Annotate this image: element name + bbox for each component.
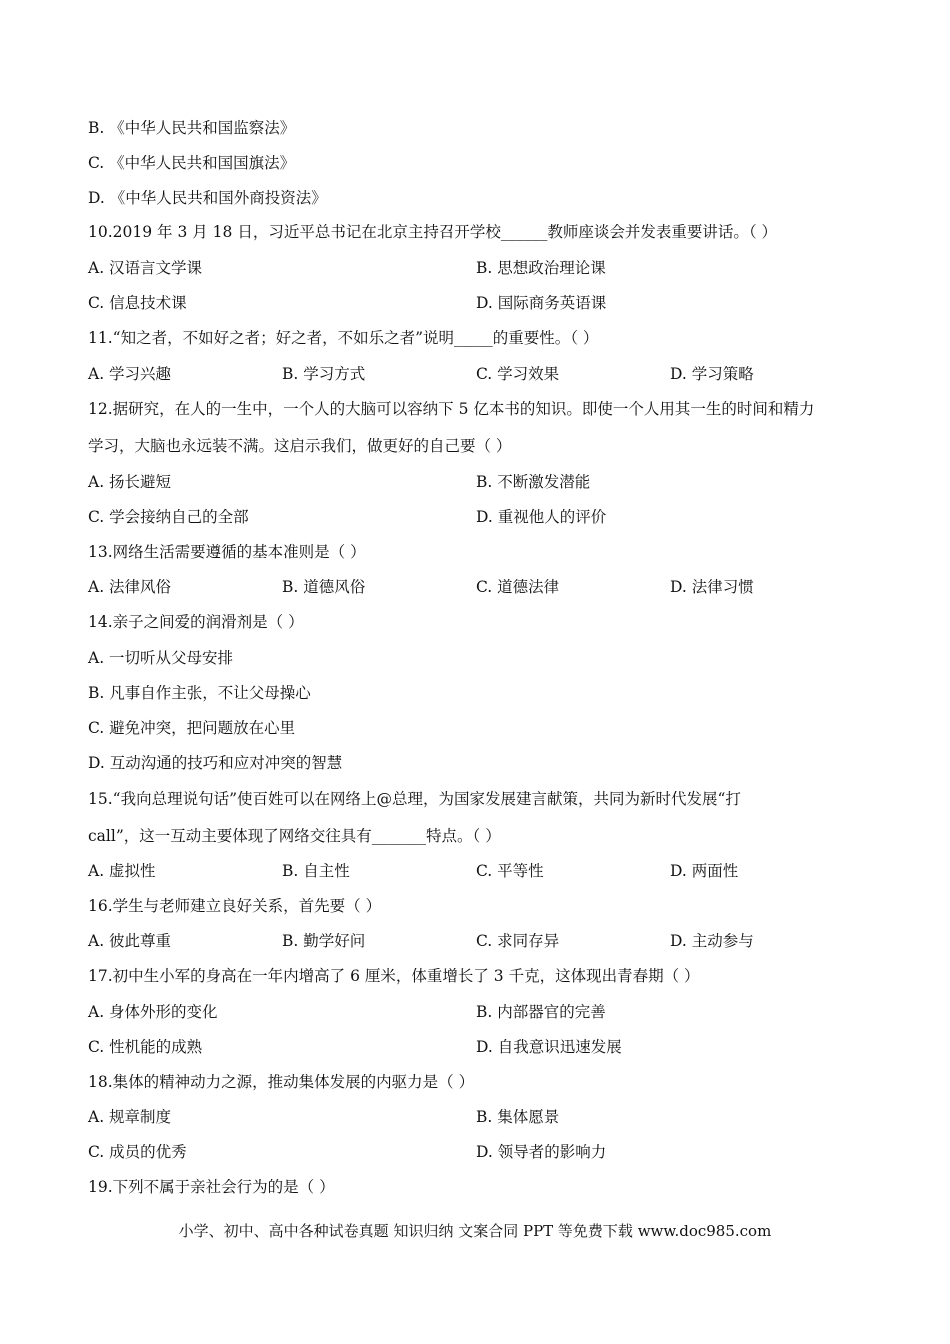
q16-option-d: D. 主动参与 xyxy=(670,932,754,950)
question-15-line1: 15.“我向总理说句话”使百姓可以在网络上@总理，为国家发展建言献策，共同为新时代发展“打 xyxy=(88,790,741,808)
q17-option-a: A. 身体外形的变化 xyxy=(88,1003,218,1021)
question-14: 14.亲子之间爱的润滑剂是（ ） xyxy=(88,613,304,631)
q14-option-b: B. 凡事自作主张，不让父母操心 xyxy=(88,684,311,702)
question-10: 10.2019 年 3 月 18 日，习近平总书记在北京主持召开学校______教师座谈会并发表重要讲话。（ ） xyxy=(88,223,777,241)
q16-option-b: B. 勤学好问 xyxy=(282,932,366,950)
q11-option-d: D. 学习策略 xyxy=(670,365,754,383)
question-11: 11.“知之者，不如好之者；好之者，不如乐之者”说明_____的重要性。（ ） xyxy=(88,329,599,347)
q10-option-d: D. 国际商务英语课 xyxy=(476,294,607,312)
q13-option-d: D. 法律习惯 xyxy=(670,578,754,596)
q9-option-b: B. 《中华人民共和国监察法》 xyxy=(88,119,296,137)
q12-option-a: A. 扬长避短 xyxy=(88,473,172,491)
q10-option-c: C. 信息技术课 xyxy=(88,294,187,312)
q17-option-d: D. 自我意识迅速发展 xyxy=(476,1038,622,1056)
q12-option-b: B. 不断激发潜能 xyxy=(476,473,591,491)
q18-option-d: D. 领导者的影响力 xyxy=(476,1143,607,1161)
q15-option-b: B. 自主性 xyxy=(282,862,350,880)
q15-option-d: D. 两面性 xyxy=(670,862,739,880)
q17-option-c: C. 性机能的成熟 xyxy=(88,1038,203,1056)
q12-option-c: C. 学会接纳自己的全部 xyxy=(88,508,249,526)
question-18: 18.集体的精神动力之源，推动集体发展的内驱力是（ ） xyxy=(88,1073,475,1091)
question-16: 16.学生与老师建立良好关系，首先要（ ） xyxy=(88,897,382,915)
question-15-line2: call”，这一互动主要体现了网络交往具有_______特点。（ ） xyxy=(88,827,501,845)
q9-option-d: D. 《中华人民共和国外商投资法》 xyxy=(88,189,327,207)
q11-option-b: B. 学习方式 xyxy=(282,365,366,383)
q10-option-a: A. 汉语言文学课 xyxy=(88,259,203,277)
question-12-line2: 学习，大脑也永远装不满。这启示我们，做更好的自己要（ ） xyxy=(88,437,512,455)
q16-option-a: A. 彼此尊重 xyxy=(88,932,172,950)
q11-option-c: C. 学习效果 xyxy=(476,365,560,383)
question-12-line1: 12.据研究，在人的一生中，一个人的大脑可以容纳下 5 亿本书的知识。即使一个人用其一生的时间和精力 xyxy=(88,400,815,418)
question-17: 17.初中生小军的身高在一年内增高了 6 厘米，体重增长了 3 千克，这体现出青春期（ ） xyxy=(88,967,700,985)
q18-option-a: A. 规章制度 xyxy=(88,1108,172,1126)
q18-option-b: B. 集体愿景 xyxy=(476,1108,560,1126)
q17-option-b: B. 内部器官的完善 xyxy=(476,1003,606,1021)
q15-option-c: C. 平等性 xyxy=(476,862,544,880)
q13-option-a: A. 法律风俗 xyxy=(88,578,172,596)
q13-option-b: B. 道德风俗 xyxy=(282,578,366,596)
q13-option-c: C. 道德法律 xyxy=(476,578,560,596)
question-13: 13.网络生活需要遵循的基本准则是（ ） xyxy=(88,543,366,561)
page-footer: 小学、初中、高中各种试卷真题 知识归纳 文案合同 PPT 等免费下载 www.doc985.com xyxy=(178,1222,772,1240)
question-19: 19.下列不属于亲社会行为的是（ ） xyxy=(88,1178,335,1196)
q14-option-a: A. 一切听从父母安排 xyxy=(88,649,234,667)
q12-option-d: D. 重视他人的评价 xyxy=(476,508,607,526)
q11-option-a: A. 学习兴趣 xyxy=(88,365,172,383)
q18-option-c: C. 成员的优秀 xyxy=(88,1143,187,1161)
q9-option-c: C. 《中华人民共和国国旗法》 xyxy=(88,154,296,172)
q16-option-c: C. 求同存异 xyxy=(476,932,560,950)
q14-option-c: C. 避免冲突，把问题放在心里 xyxy=(88,719,296,737)
q10-option-b: B. 思想政治理论课 xyxy=(476,259,606,277)
q15-option-a: A. 虚拟性 xyxy=(88,862,156,880)
q14-option-d: D. 互动沟通的技巧和应对冲突的智慧 xyxy=(88,754,343,772)
